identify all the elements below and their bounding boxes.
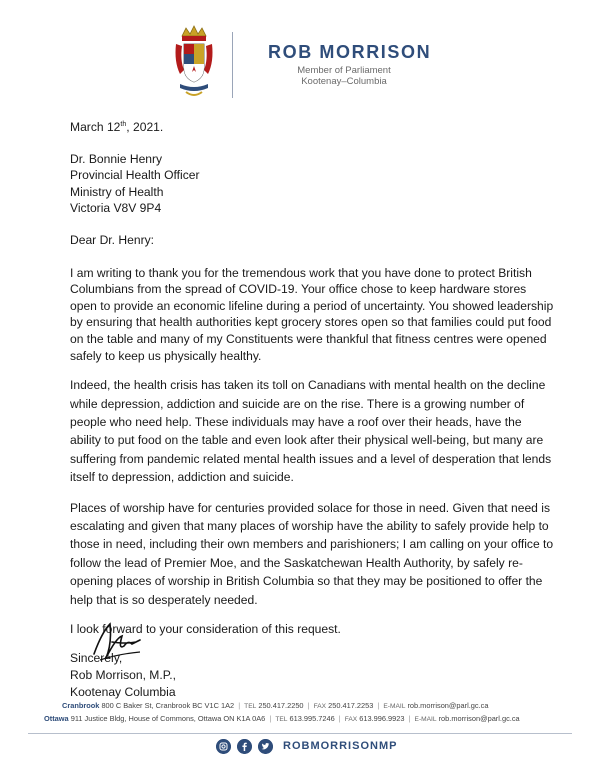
fax-label: FAX	[344, 716, 358, 723]
date-year: , 2021.	[126, 120, 164, 135]
office-fax: 613.996.9923	[359, 714, 405, 723]
social-bar	[216, 737, 397, 755]
office-city: Ottawa	[44, 714, 69, 723]
facebook-icon[interactable]	[237, 739, 252, 754]
office-tel: 250.417.2250	[258, 701, 304, 710]
date-suffix: th	[120, 121, 127, 128]
member-name: ROB MORRISON	[268, 42, 432, 62]
separator: |	[307, 701, 310, 710]
office-email: rob.morrison@parl.gc.ca	[438, 714, 520, 723]
letterhead	[0, 14, 600, 94]
letter-date	[70, 117, 555, 136]
signature-image	[88, 614, 148, 666]
separator: |	[377, 701, 380, 710]
cranbrook-office	[62, 701, 488, 710]
member-title	[288, 65, 400, 87]
paragraph: I look forward to your consideration of this request.	[70, 622, 341, 637]
signer-name: Rob Morrison, M.P.,	[70, 668, 176, 682]
office-address: 911 Justice Bldg, House of Commons, Ottawa ON K1A 0A6	[70, 714, 266, 723]
separator: |	[338, 714, 341, 723]
instagram-icon[interactable]	[216, 739, 231, 754]
salutation: Dear Dr. Henry:	[70, 233, 155, 247]
paragraph: Places of worship have for centuries provided solace for those in need. Given that need is escalating and given that many places of worship have the ability to safely provide help to those in need, including their own members and parishioners; I am calling on your office to follow the lead of Premier Moe, and the Saskatchewan Health Authority, by safely re-opening places of worship in British Columbia so that they may be positioned to offer the help that is so desperately needed.	[70, 500, 554, 607]
ottawa-office	[44, 714, 520, 723]
recipient-line: Provincial Health Officer	[70, 168, 200, 183]
closing: Sincerely,	[70, 650, 123, 665]
office-email: rob.morrison@parl.gc.ca	[407, 701, 489, 710]
office-tel: 613.995.7246	[289, 714, 335, 723]
date-text: March 12	[70, 120, 121, 135]
office-city: Cranbrook	[62, 701, 100, 710]
fax-label: FAX	[313, 703, 327, 710]
paragraph: Indeed, the health crisis has taken its toll on Canadians with mental health on the decline while depression, addiction and suicide are on the rise. There is a growing number of people who need help. These individuals may have a roof over their heads, have the ability to put food on the table and even look after their physical well-being, but many are suffering from pandemic related mental health issues and a level of desperation that lends itself to depression, addiction and suicide.	[70, 378, 552, 485]
recipient-line: Victoria V8V 9P4	[70, 201, 162, 216]
twitter-icon[interactable]	[258, 739, 273, 754]
email-label: E-MAIL	[383, 703, 406, 710]
recipient-address	[70, 151, 555, 217]
email-label: E-MAIL	[414, 716, 437, 723]
separator: |	[408, 714, 411, 723]
signer-riding: Kootenay Columbia	[70, 684, 176, 699]
office-address: 800 C Baker St, Cranbrook BC V1C 1A2	[101, 701, 235, 710]
signature-block	[70, 667, 176, 700]
recipient-line: Dr. Bonnie Henry	[70, 151, 163, 166]
coat-of-arms-icon	[172, 22, 216, 100]
separator: |	[238, 701, 241, 710]
header-divider	[232, 32, 233, 98]
footer-divider	[28, 733, 572, 734]
tel-label: TEL	[244, 703, 257, 710]
tel-label: TEL	[275, 716, 288, 723]
member-riding: Kootenay–Columbia	[301, 76, 387, 87]
paragraph: I am writing to thank you for the tremendous work that you have done to protect British Columbians from the spread of COVID-19. Your office chose to keep hardware stores open to provide an economic lifeline during a period of uncertainty. You showed leadership by ensuring that health authorities kept grocery stores open so that families could put food on the table and many of my Constituents were thankful that fitness centres were opened safely to keep us physically healthy.	[70, 265, 554, 363]
member-role: Member of Parliament	[297, 65, 391, 76]
letter-body	[70, 117, 555, 666]
office-fax: 250.417.2253	[328, 701, 374, 710]
social-handle[interactable]: ROBMORRISONMP	[283, 740, 398, 752]
separator: |	[269, 714, 272, 723]
recipient-line: Ministry of Health	[70, 184, 164, 199]
